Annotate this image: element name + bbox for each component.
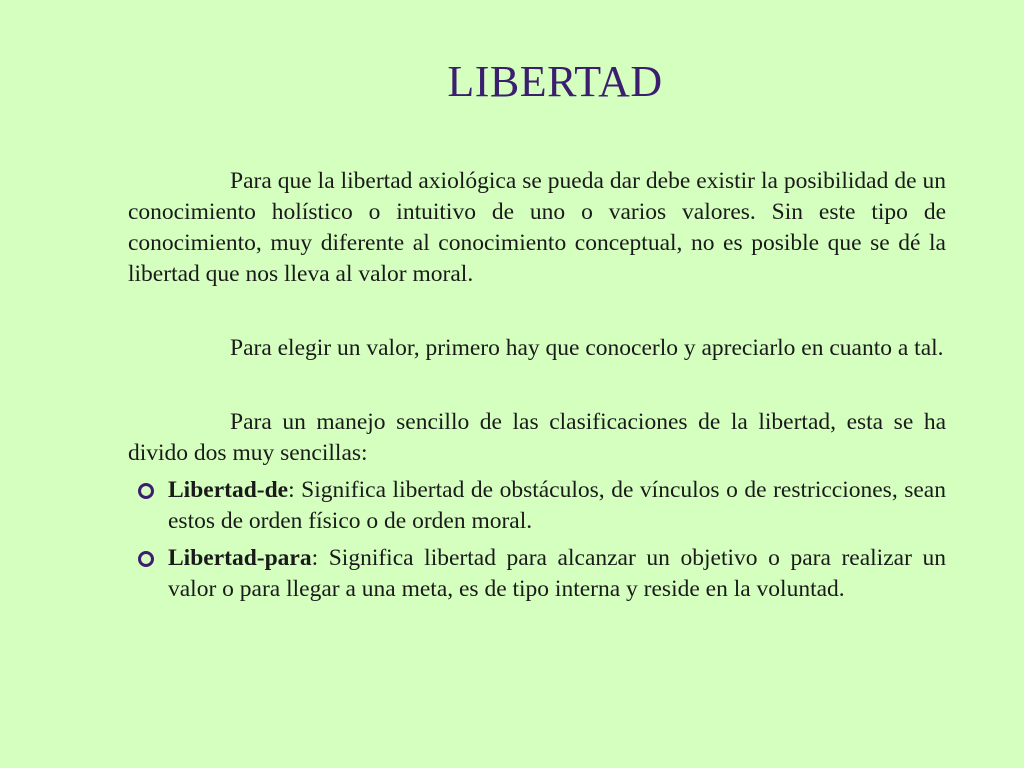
- slide-title: LIBERTAD: [447, 57, 663, 106]
- bullet-term: Libertad-para: [168, 545, 312, 571]
- paragraph-choose-value: Para elegir un valor, primero hay que conocerlo y apreciarlo en cuanto a tal.: [230, 335, 944, 361]
- slide-content: [128, 166, 946, 611]
- bullet-text: Significa libertad de obstáculos, de vínculos o de restricciones, sean estos de orden físico o de orden moral.: [168, 477, 946, 534]
- ring-bullet-icon: [138, 483, 154, 499]
- paragraph-classifications: Para un manejo sencillo de las clasificaciones de la libertad, esta se ha divido dos muy sencillas:: [128, 409, 946, 466]
- bullet-term: Libertad-de: [168, 477, 289, 503]
- bullet-separator: :: [311, 545, 319, 571]
- bullet-item-libertad-de: [128, 475, 946, 537]
- bullet-item-libertad-para: [128, 543, 946, 605]
- bullet-text: Significa libertad para alcanzar un objetivo o para realizar un valor o para llegar a una meta, es de tipo interna y reside en la voluntad.: [168, 545, 946, 602]
- ring-bullet-icon: [138, 551, 154, 567]
- paragraph-axiological-freedom: Para que la libertad axiológica se pueda dar debe existir la posibilidad de un conocimiento holístico o intuitivo de uno o varios valores. Sin este tipo de conocimiento, muy diferente al conocimiento conceptual, no es posible que se dé la libertad que nos lleva al valor moral.: [128, 168, 946, 287]
- bullet-separator: :: [288, 477, 295, 503]
